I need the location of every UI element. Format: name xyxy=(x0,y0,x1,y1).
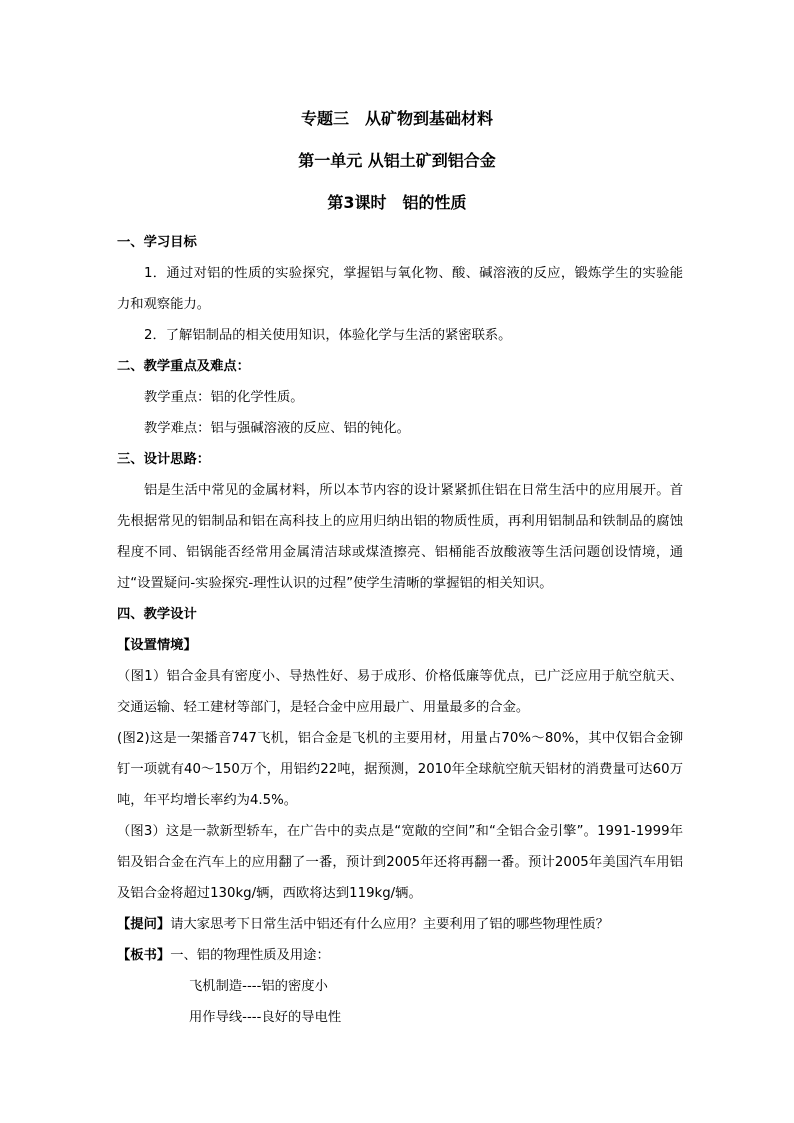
board-paragraph xyxy=(117,940,683,971)
design-paragraph: 铝是生活中常见的金属材料，所以本节内容的设计紧紧抓住铝在日常生活中的应用展开。首先根据常见的铝制品和铝在高科技上的应用归纳出铝的物质性质，再利用铝制品和铁制品的腐蚀程度不同、铝锅能否经常用金属清洁球或煤渣擦亮、铝桶能否放酸液等生活问题创设情境，通过“设置疑问-实验探究-理性认识的过程”使学生清晰的掌握铝的相关知识。 xyxy=(117,483,683,591)
unit-title: 第一单元 从铝土矿到铝合金 xyxy=(298,151,496,170)
key-points-heading: 二、教学重点及难点： xyxy=(117,359,250,374)
topic-title: 专题三 从矿物到基础材料 xyxy=(300,109,493,128)
question-label: 【提问】 xyxy=(117,917,171,932)
objective-item-1: 1．通过对铝的性质的实验探究，掌握铝与氧化物、酸、碱溶液的反应，锻炼学生的实验能力和观察能力。 xyxy=(117,266,683,312)
objectives-heading: 一、学习目标 xyxy=(117,235,197,250)
teaching-design-heading: 四、教学设计 xyxy=(117,607,197,622)
board-label: 【板书】 xyxy=(117,948,171,963)
teaching-focus: 教学重点：铝的化学性质。 xyxy=(144,390,304,405)
board-item-aircraft: 飞机制造----铝的密度小 xyxy=(189,979,328,994)
question-paragraph xyxy=(117,909,683,940)
objective-item-2: 2．了解铝制品的相关使用知识，体验化学与生活的紧密联系。 xyxy=(144,328,512,343)
document-body xyxy=(117,227,683,1033)
figure-2-paragraph: (图2)这是一架播音747飞机，铝合金是飞机的主要用材，用量占70%～80%，其中仅铝合金铆钉一项就有40～150万个，用铝约22吨，据预测，2010年全球航空航天铝材的消费量可达60万吨，年平均增长率约为4.5%。 xyxy=(117,731,683,808)
question-text: 请大家思考下日常生活中铝还有什么应用？主要利用了铝的哪些物理性质？ xyxy=(170,917,609,932)
board-text: 一、铝的物理性质及用途： xyxy=(170,948,330,963)
lesson-title: 第3课时 铝的性质 xyxy=(327,193,467,212)
design-heading: 三、设计思路： xyxy=(117,452,211,467)
figure-3-paragraph: （图3）这是一款新型轿车，在广告中的卖点是“宽敞的空间”和“全铝合金引擎”。1991-1999年铝及铝合金在汽车上的应用翻了一番，预计到2005年还将再翻一番。预计2005年美国汽车用铝及铝合金将超过130kg/辆，西欧将达到119kg/辆。 xyxy=(117,824,683,901)
board-item-wire: 用作导线----良好的导电性 xyxy=(189,1010,342,1025)
scenario-label: 【设置情境】 xyxy=(117,638,197,653)
teaching-difficulty: 教学难点：铝与强碱溶液的反应、铝的钝化。 xyxy=(144,421,410,436)
figure-1-paragraph: （图1）铝合金具有密度小、导热性好、易于成形、价格低廉等优点，已广泛应用于航空航天、交通运输、轻工建材等部门，是轻合金中应用最广、用量最多的合金。 xyxy=(117,669,683,715)
